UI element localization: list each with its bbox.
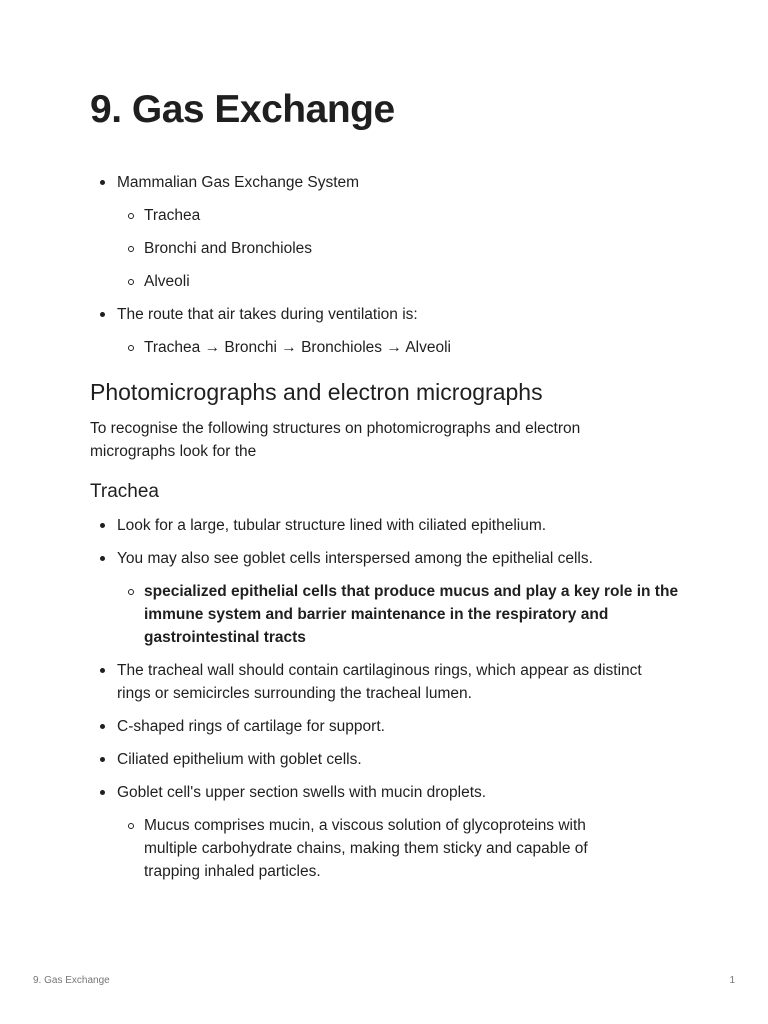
list-item: Mammalian Gas Exchange System	[90, 171, 690, 194]
trachea-heading: Trachea	[90, 481, 159, 502]
list-item: Bronchi and Bronchioles	[90, 237, 690, 260]
list-item: You may also see goblet cells interspersed among the epithelial cells.	[90, 547, 690, 570]
section-heading: Photomicrographs and electron micrographs	[90, 379, 543, 405]
list-item: Look for a large, tubular structure lined with ciliated epithelium.	[90, 514, 690, 537]
section-intro: To recognise the following structures on photomicrographs and electron micrographs look for the	[90, 420, 581, 460]
list-item: Alveoli	[90, 270, 690, 293]
trachea-list	[90, 514, 690, 883]
list-item: The tracheal wall should contain cartilaginous rings, which appear as distinct rings or semicircles surrounding the tracheal lumen.	[90, 659, 677, 705]
list-item: Trachea	[90, 204, 690, 227]
page-number: 1	[729, 975, 735, 986]
overview-list	[90, 171, 690, 359]
list-item: specialized epithelial cells that produce mucus and play a key role in the immune system and barrier maintenance in the respiratory and gastrointestinal tracts	[90, 580, 684, 649]
footer-title: 9. Gas Exchange	[33, 975, 110, 986]
list-item: Ciliated epithelium with goblet cells.	[90, 748, 690, 771]
list-item: Trachea → Bronchi → Bronchioles → Alveoli	[90, 336, 690, 359]
list-item: C-shaped rings of cartilage for support.	[90, 715, 690, 738]
page-title: 9. Gas Exchange	[90, 88, 395, 131]
list-item: The route that air takes during ventilation is:	[90, 303, 690, 326]
list-item: Mucus comprises mucin, a viscous solution of glycoproteins with multiple carbohydrate chains, making them sticky and capable of trapping inhaled particles.	[90, 814, 624, 883]
list-item: Goblet cell's upper section swells with mucin droplets.	[90, 781, 690, 804]
